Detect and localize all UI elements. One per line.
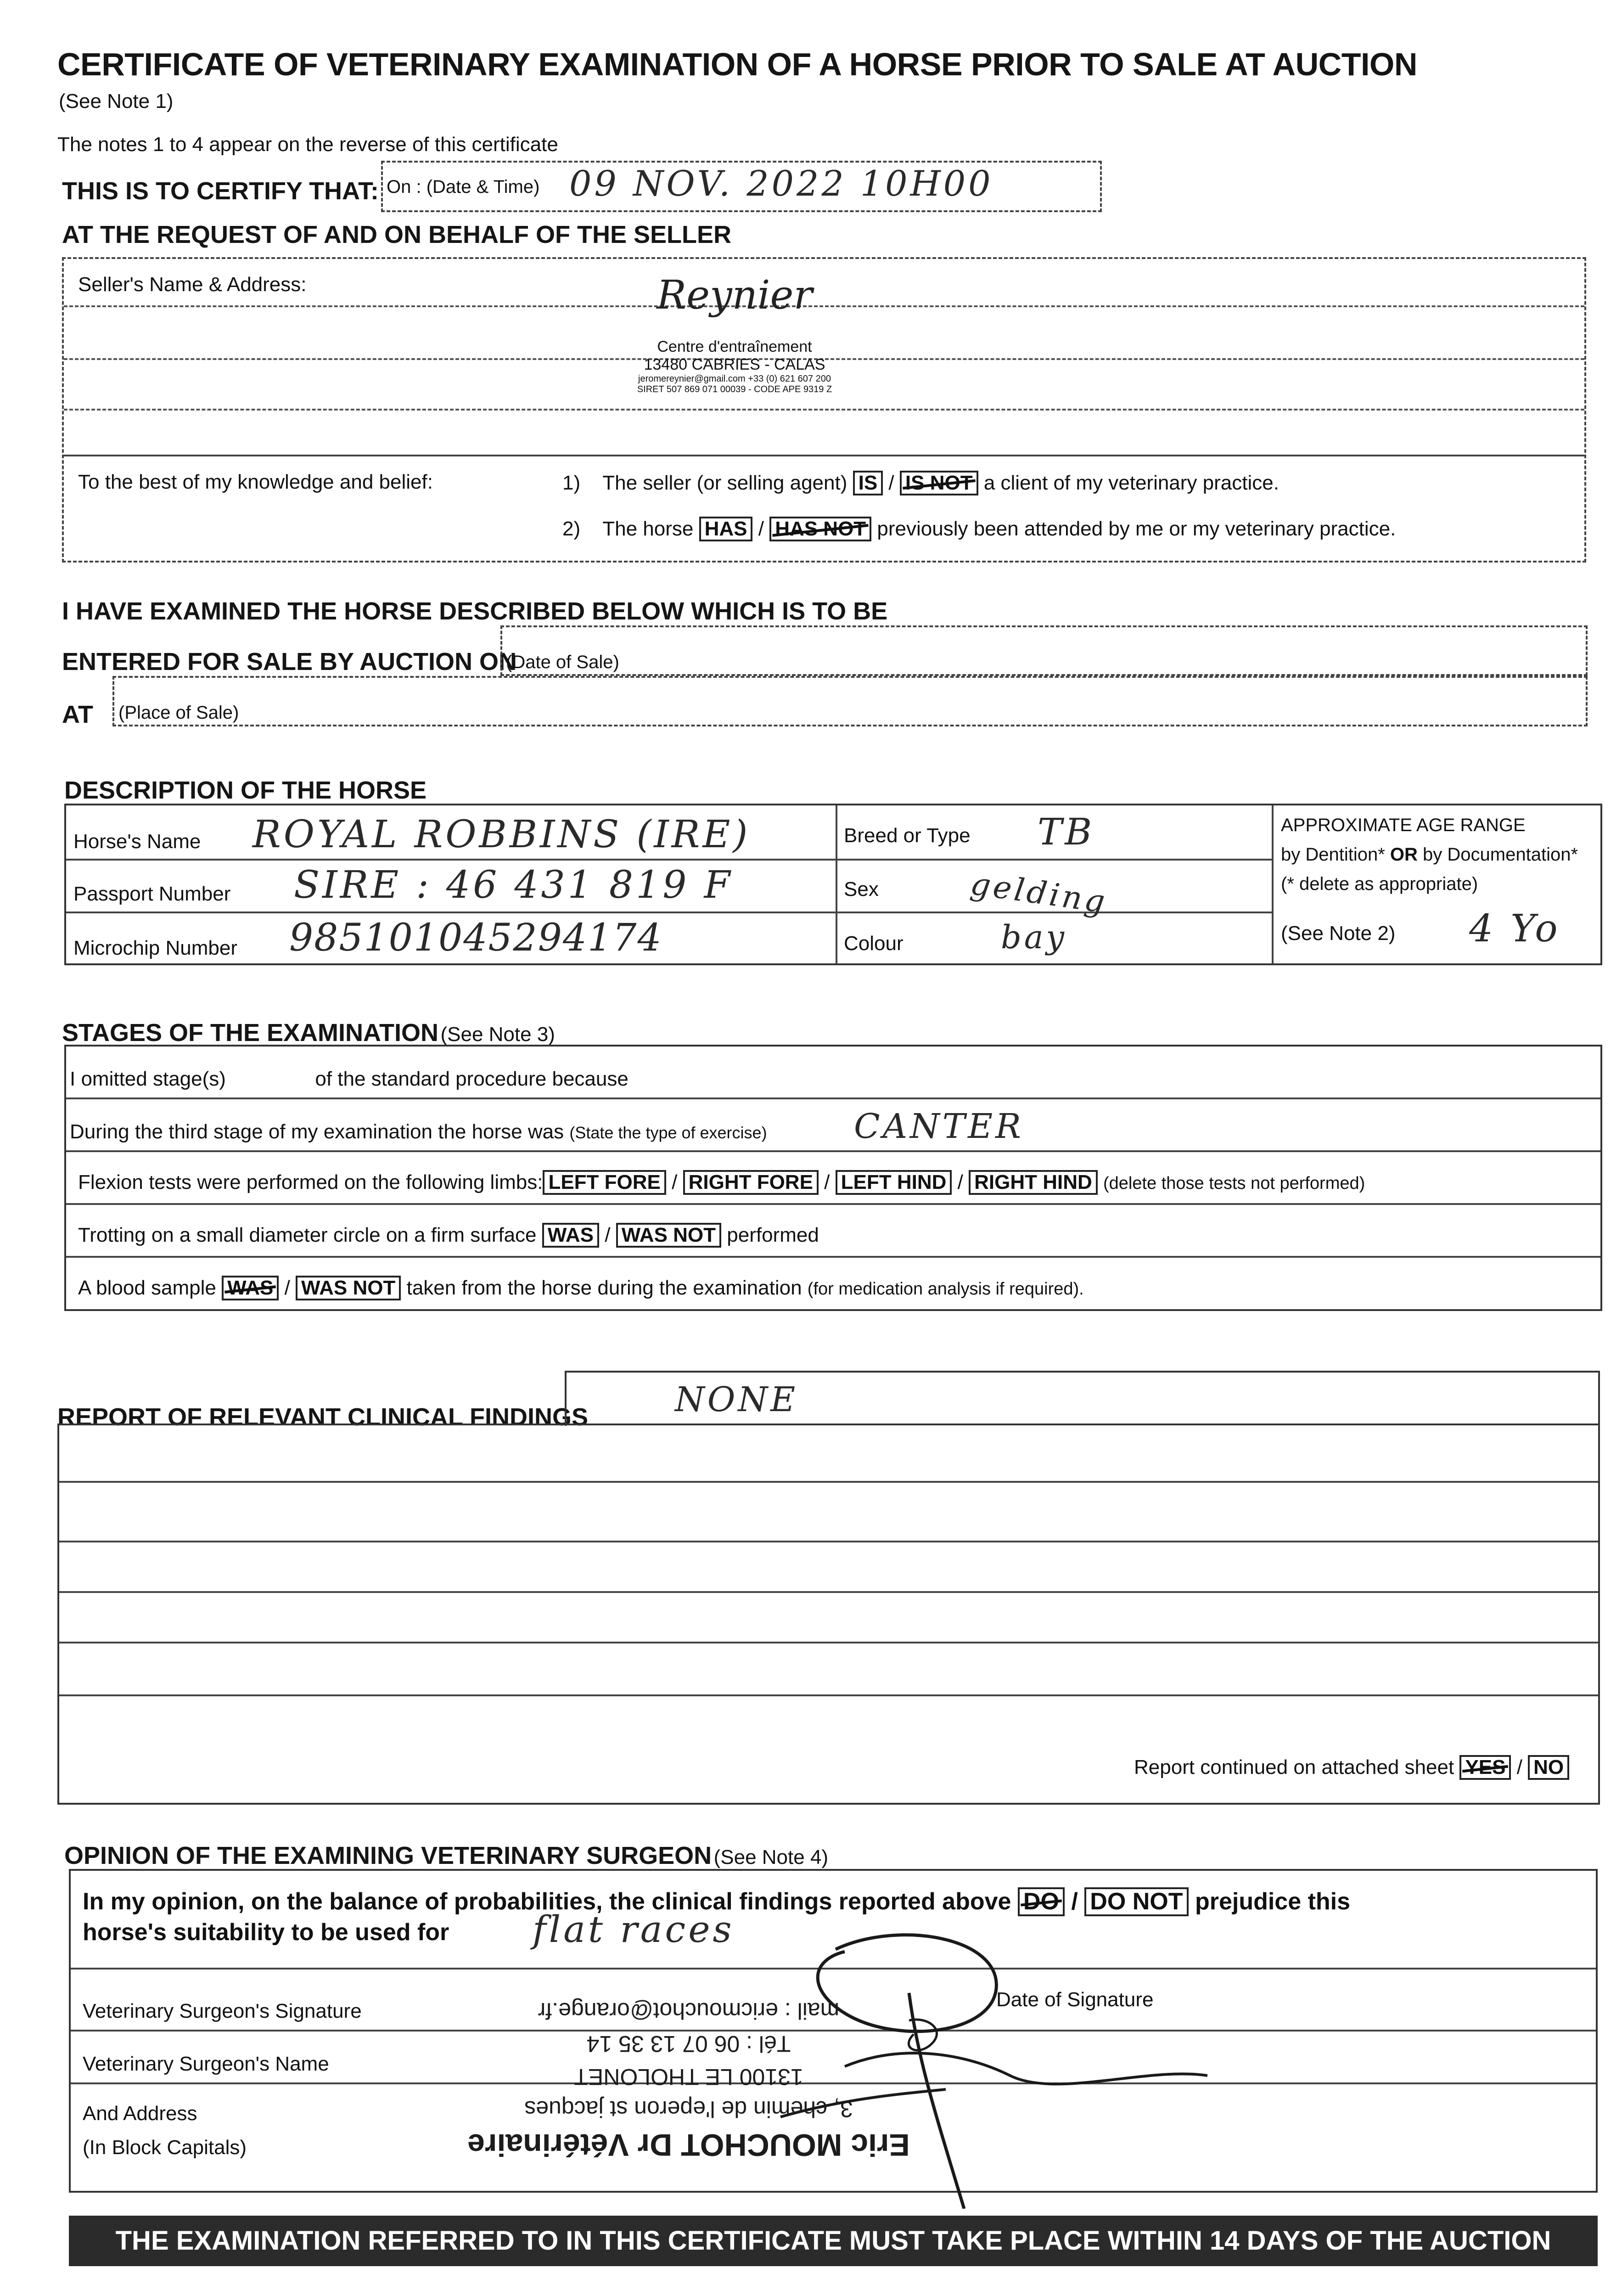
item-1-text: The seller (or selling agent) xyxy=(602,472,847,494)
age-delete-note: (* delete as appropriate) xyxy=(1281,874,1478,894)
report-continued-line xyxy=(1134,1755,1569,1780)
opinion-heading-line xyxy=(64,1841,828,1870)
omitted-post: of the standard procedure because xyxy=(315,1068,629,1090)
opinion-sep: / xyxy=(1071,1888,1078,1915)
blood-line xyxy=(78,1276,1084,1300)
seller-stamp xyxy=(606,272,863,427)
microchip-value: 985101045294174 xyxy=(289,916,662,960)
opinion-line-1-pre: In my opinion, on the balance of probabilities, the clinical findings reported above xyxy=(83,1888,1011,1915)
sex-label: Sex xyxy=(844,878,879,900)
opinion-see-note: (See Note 4) xyxy=(713,1846,829,1868)
trotting-was[interactable]: WAS xyxy=(542,1223,599,1248)
third-stage-value: CANTER xyxy=(854,1107,1024,1146)
horse-name-label: Horse's Name xyxy=(73,830,201,853)
age-value: 4 Yo xyxy=(1469,907,1560,951)
opinion-line-1-post: prejudice this xyxy=(1195,1888,1351,1915)
microchip-label: Microchip Number xyxy=(73,937,237,959)
sex-value: gelding xyxy=(968,866,1110,921)
horse-has-not-option[interactable]: HAS NOT xyxy=(769,517,871,541)
age-range-block xyxy=(1281,810,1598,899)
report-continued-label: Report continued on attached sheet xyxy=(1134,1756,1454,1778)
report-value: NONE xyxy=(675,1380,798,1419)
stages-heading: STAGES OF THE EXAMINATION xyxy=(62,1019,439,1047)
vet-stamp-line-2: Tél : 06 07 13 35 14 xyxy=(586,2031,791,2057)
place-of-sale-field[interactable] xyxy=(112,676,1588,726)
examined-line-1: I HAVE EXAMINED THE HORSE DESCRIBED BELOW WHICH IS TO BE xyxy=(62,597,888,625)
seller-is-option[interactable]: IS xyxy=(853,471,883,495)
age-by-documentation[interactable]: by Documentation* xyxy=(1423,844,1578,865)
blood-post: taken from the horse during the examination xyxy=(406,1277,802,1299)
blood-was[interactable]: WAS xyxy=(222,1276,279,1300)
passport-value: SIRE : 46 431 819 F xyxy=(294,863,733,907)
signature-label: Veterinary Surgeon's Signature xyxy=(83,2000,362,2022)
place-of-sale-label: (Place of Sale) xyxy=(118,703,239,723)
report-continued-yes[interactable]: YES xyxy=(1459,1755,1511,1780)
flexion-right-fore[interactable]: RIGHT FORE xyxy=(683,1170,819,1195)
date-of-sale-field[interactable] xyxy=(500,625,1588,676)
report-continued-sep: / xyxy=(1516,1756,1522,1778)
age-see-note: (See Note 2) xyxy=(1281,922,1396,945)
item-2-text: The horse xyxy=(602,518,694,540)
item-2-post: previously been attended by me or my veterinary practice. xyxy=(877,518,1396,540)
blood-pre: A blood sample xyxy=(78,1277,216,1299)
blood-sep: / xyxy=(284,1277,290,1299)
trotting-sep: / xyxy=(605,1224,611,1246)
vet-stamp-line-5: Eric MOUCHOT Dr Vétérinaire xyxy=(467,2127,910,2162)
on-date-value: 09 NOV. 2022 10H00 xyxy=(569,163,993,204)
knowledge-item-1 xyxy=(562,471,1279,495)
item-1-number: 1) xyxy=(562,472,581,494)
third-stage-line xyxy=(70,1120,767,1143)
flexion-note: (delete those tests not performed) xyxy=(1103,1174,1365,1193)
knowledge-item-2 xyxy=(562,517,1396,541)
see-note-1: (See Note 1) xyxy=(59,90,174,113)
vet-stamp-line-3: 13100 LE THOLONET xyxy=(574,2064,803,2090)
colour-value: bay xyxy=(1001,918,1067,956)
vet-stamp-line-1: mail : ericmouchot@orange.fr xyxy=(538,1998,840,2024)
horse-has-option[interactable]: HAS xyxy=(699,517,753,541)
footer-banner: THE EXAMINATION REFERRED TO IN THIS CERTIFICATE MUST TAKE PLACE WITHIN 14 DAYS OF THE AUCTION xyxy=(69,2216,1598,2266)
omitted-pre: I omitted stage(s) xyxy=(70,1068,226,1090)
stages-see-note: (See Note 3) xyxy=(440,1023,555,1046)
notes-line: The notes 1 to 4 appear on the reverse of this certificate xyxy=(57,133,558,156)
examined-line-2: ENTERED FOR SALE BY AUCTION ON xyxy=(62,648,517,675)
stamp-line-3: jeromereynier@gmail.com +33 (0) 621 607 200 xyxy=(638,374,831,384)
omitted-line xyxy=(70,1068,629,1091)
item-1-post: a client of my veterinary practice. xyxy=(983,472,1279,494)
certificate-title: CERTIFICATE OF VETERINARY EXAMINATION OF A HORSE PRIOR TO SALE AT AUCTION xyxy=(57,46,1417,82)
breed-value: TB xyxy=(1038,810,1095,853)
reynier-logo: Reynier xyxy=(657,272,813,318)
opinion-line-2: horse's suitability to be used for xyxy=(83,1919,449,1946)
opinion-heading: OPINION OF THE EXAMINING VETERINARY SURGEON xyxy=(64,1842,712,1869)
flexion-line xyxy=(78,1170,1365,1195)
trotting-line xyxy=(78,1223,819,1248)
at-label: AT xyxy=(62,701,93,728)
flexion-label: Flexion tests were performed on the following limbs: xyxy=(78,1171,543,1193)
vet-stamp-line-4: 3, chemin de l'eperon st jacques xyxy=(524,2096,853,2122)
opinion-use-value: flat races xyxy=(533,1908,735,1951)
request-label: AT THE REQUEST OF AND ON BEHALF OF THE SELLER xyxy=(62,221,731,248)
trotting-label: Trotting on a small diameter circle on a firm surface xyxy=(78,1224,537,1246)
report-continued-no[interactable]: NO xyxy=(1528,1755,1569,1780)
trotting-was-not[interactable]: WAS NOT xyxy=(616,1223,721,1248)
age-or: OR xyxy=(1390,844,1418,865)
breed-label: Breed or Type xyxy=(844,824,971,847)
age-by-dentition[interactable]: by Dentition* xyxy=(1281,844,1385,865)
vet-signature xyxy=(551,1924,1285,2209)
knowledge-label: To the best of my knowledge and belief: xyxy=(78,471,433,493)
report-heading: REPORT OF RELEVANT CLINICAL FINDINGS xyxy=(57,1403,589,1431)
flexion-sep-1: / xyxy=(672,1171,678,1193)
blood-note: (for medication analysis if required). xyxy=(807,1279,1084,1299)
item-2-number: 2) xyxy=(562,518,581,540)
opinion-do-not[interactable]: DO NOT xyxy=(1084,1887,1188,1916)
block-capitals-label: (In Block Capitals) xyxy=(83,2136,247,2159)
opinion-do[interactable]: DO xyxy=(1018,1887,1065,1916)
age-basis-line xyxy=(1281,840,1598,869)
trotting-post: performed xyxy=(727,1224,819,1246)
on-date-label: On : (Date & Time) xyxy=(387,177,540,197)
seller-is-not-option[interactable]: IS NOT xyxy=(900,471,978,495)
age-heading: APPROXIMATE AGE RANGE xyxy=(1281,815,1526,835)
third-stage-label: During the third stage of my examination the horse was xyxy=(70,1120,564,1143)
date-of-sale-label: (Date of Sale) xyxy=(506,652,619,672)
address-label: And Address xyxy=(83,2102,197,2125)
vet-name-label: Veterinary Surgeon's Name xyxy=(83,2053,329,2075)
flexion-right-hind[interactable]: RIGHT HIND xyxy=(969,1170,1098,1195)
description-heading: DESCRIPTION OF THE HORSE xyxy=(64,777,427,804)
flexion-sep-3: / xyxy=(957,1171,963,1193)
third-stage-hint: (State the type of exercise) xyxy=(569,1123,767,1142)
seller-name-label: Seller's Name & Address: xyxy=(78,273,307,296)
passport-label: Passport Number xyxy=(73,883,231,905)
item-1-sep: / xyxy=(888,472,894,494)
certify-label: THIS IS TO CERTIFY THAT: xyxy=(62,177,379,205)
flexion-sep-2: / xyxy=(824,1171,830,1193)
stamp-line-2: 13480 CABRIES - CALAS xyxy=(644,356,825,373)
stamp-line-1: Centre d'entraînement xyxy=(657,338,812,355)
date-of-signature-label: Date of Signature xyxy=(996,1988,1154,2011)
flexion-left-fore[interactable]: LEFT FORE xyxy=(543,1170,666,1195)
stamp-line-4: SIRET 507 869 071 00039 - CODE APE 9319 Z xyxy=(637,384,832,394)
item-2-sep: / xyxy=(758,518,764,540)
flexion-left-hind[interactable]: LEFT HIND xyxy=(836,1170,952,1195)
stages-heading-line xyxy=(62,1019,555,1047)
colour-label: Colour xyxy=(844,932,904,955)
horse-name-value: ROYAL ROBBINS (IRE) xyxy=(253,813,751,856)
blood-was-not[interactable]: WAS NOT xyxy=(296,1276,401,1300)
